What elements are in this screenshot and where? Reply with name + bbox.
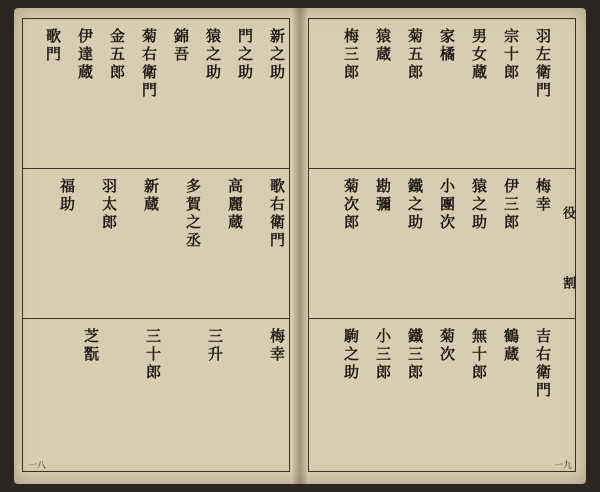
cast-name: 菊五郎 <box>406 28 424 82</box>
cast-name: 家橘 <box>438 28 456 64</box>
cast-name: 三升 <box>206 328 224 364</box>
role-header-right: 割 <box>560 276 575 295</box>
cast-name: 吉右衛門 <box>534 328 552 400</box>
cast-name: 猿之助 <box>204 28 222 82</box>
left-row-divider-2 <box>22 318 290 319</box>
book-gutter <box>293 8 307 484</box>
right-page <box>308 18 578 474</box>
cast-name: 多賀之丞 <box>184 178 202 250</box>
cast-name: 羽太郎 <box>100 178 118 232</box>
cast-name: 門之助 <box>236 28 254 82</box>
cast-name: 駒之助 <box>342 328 360 382</box>
cast-name: 梅幸 <box>268 328 286 364</box>
role-header-left: 役 <box>560 206 575 225</box>
cast-name: 菊次 <box>438 328 456 364</box>
cast-name: 三十郎 <box>144 328 162 382</box>
cast-name: 勘彌 <box>374 178 392 214</box>
right-row-divider-2 <box>308 318 576 319</box>
open-book <box>14 8 586 484</box>
cast-name: 菊右衛門 <box>140 28 158 100</box>
cast-name: 男女蔵 <box>470 28 488 82</box>
left-page <box>22 18 292 474</box>
cast-name: 無十郎 <box>470 328 488 382</box>
cast-name: 歌右衛門 <box>268 178 286 250</box>
right-row-divider-1 <box>308 168 576 169</box>
cast-name: 小三郎 <box>374 328 392 382</box>
cast-name: 梅三郎 <box>342 28 360 82</box>
cast-name: 芝翫 <box>82 328 100 364</box>
cast-name: 梅幸 <box>534 178 552 214</box>
cast-name: 羽左衛門 <box>534 28 552 100</box>
cast-name: 猿蔵 <box>374 28 392 64</box>
cast-name: 鐵三郎 <box>406 328 424 382</box>
cast-name: 高麗蔵 <box>226 178 244 232</box>
cast-name: 伊達蔵 <box>76 28 94 82</box>
cast-name: 錦吾 <box>172 28 190 64</box>
cast-name: 菊次郎 <box>342 178 360 232</box>
cast-name: 新之助 <box>268 28 286 82</box>
cast-name: 鶴蔵 <box>502 328 520 364</box>
right-page-number: 一九 <box>553 461 572 471</box>
left-page-number: 一八 <box>28 461 47 471</box>
cast-name: 金五郎 <box>108 28 126 82</box>
cast-name: 歌門 <box>44 28 62 64</box>
cast-name: 鐵之助 <box>406 178 424 232</box>
cast-name: 伊三郎 <box>502 178 520 232</box>
cast-name: 福助 <box>58 178 76 214</box>
cast-name: 猿之助 <box>470 178 488 232</box>
cast-name: 宗十郎 <box>502 28 520 82</box>
left-row-divider-1 <box>22 168 290 169</box>
cast-name: 新蔵 <box>142 178 160 214</box>
cast-name: 小團次 <box>438 178 456 232</box>
